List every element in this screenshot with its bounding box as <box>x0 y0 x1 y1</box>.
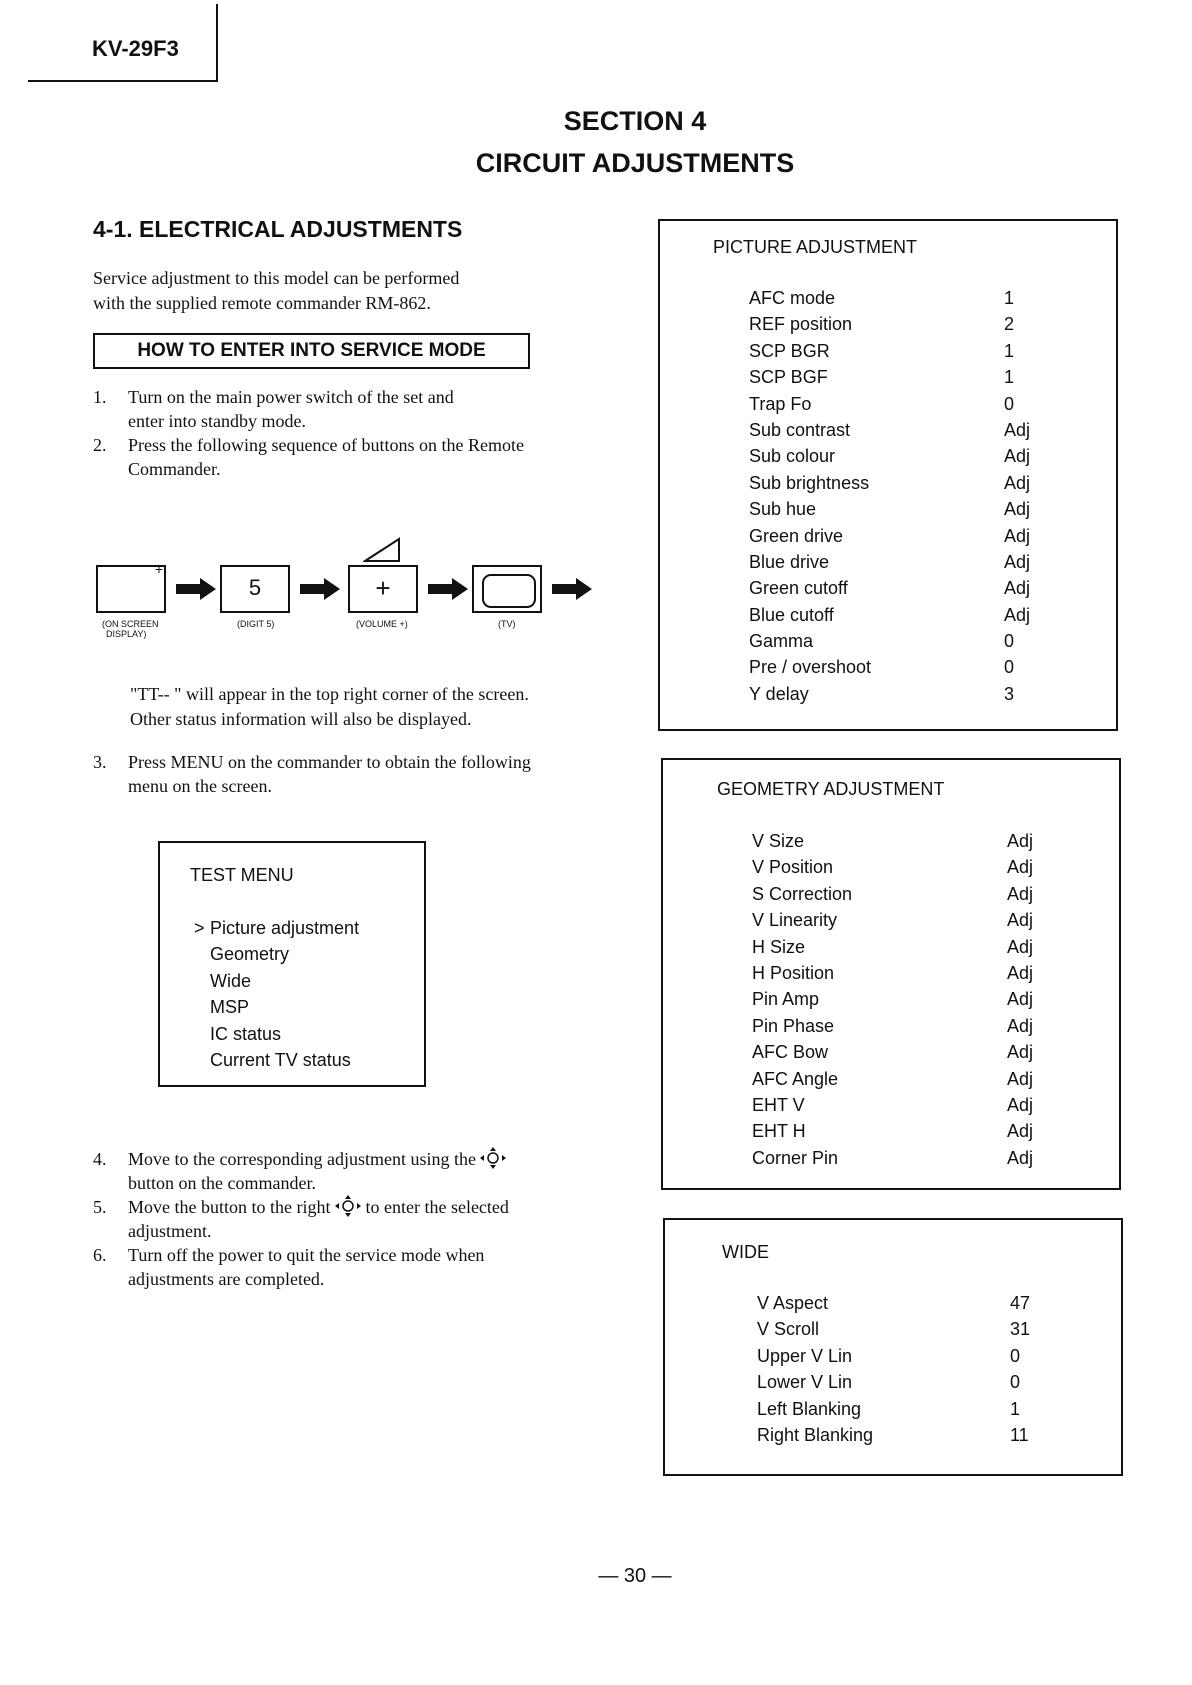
status-note <box>130 682 600 732</box>
intro-line: with the supplied remote commander RM-862. <box>93 293 431 313</box>
adjustment-label: Pin Phase <box>752 1015 835 1036</box>
adjustment-label: Pin Amp <box>752 989 820 1010</box>
adjustment-row <box>757 1319 1057 1345</box>
adjustment-row <box>749 394 1049 420</box>
adjustment-label: Sub contrast <box>749 419 851 440</box>
adjustment-value: Adj <box>1004 419 1031 440</box>
adjustment-row <box>752 1148 1052 1174</box>
adjustment-row <box>749 684 1049 710</box>
step-item <box>93 433 593 481</box>
adjustment-label: EHT V <box>752 1094 805 1115</box>
adjustment-value: Adj <box>1007 1094 1034 1115</box>
adjustment-value: Adj <box>1004 446 1031 467</box>
adjustment-row <box>752 857 1052 883</box>
adjustment-label: V Size <box>752 831 805 851</box>
adjustment-row <box>757 1372 1057 1398</box>
tv-screen-icon <box>482 574 536 608</box>
test-menu-item: IC status <box>210 1023 282 1044</box>
step-item <box>93 1195 593 1243</box>
test-menu-item: Geometry <box>210 944 290 965</box>
adjustment-row <box>749 631 1049 657</box>
adjustment-value: 11 <box>1010 1424 1029 1445</box>
step-number: 4. <box>93 1149 107 1169</box>
step-item <box>93 1147 593 1195</box>
adjustment-row <box>749 526 1049 552</box>
caption-on-screen-display: (ON SCREEN DISPLAY) <box>102 619 159 639</box>
adjustment-value: Adj <box>1007 962 1034 983</box>
step-text: adjustments are completed. <box>128 1269 325 1289</box>
adjustment-label: Blue cutoff <box>749 604 834 625</box>
adjustment-label: Green cutoff <box>749 578 848 599</box>
adjustment-value: 1 <box>1004 367 1015 388</box>
adjustment-value: Adj <box>1007 1015 1034 1036</box>
plus-mark: + <box>154 561 163 577</box>
adjustment-value: Adj <box>1007 936 1034 957</box>
adjustment-value: Adj <box>1007 1068 1034 1089</box>
geometry-adjustment-panel <box>661 758 1121 1190</box>
right-arrow-icon <box>176 578 216 600</box>
adjustment-label: Sub brightness <box>749 472 870 493</box>
adjustment-value: 47 <box>1010 1293 1031 1313</box>
adjustment-label: REF position <box>749 314 853 335</box>
adjustment-value: 1 <box>1010 1398 1021 1419</box>
adjustment-row <box>749 420 1049 446</box>
adjustment-row <box>752 1042 1052 1068</box>
adjustment-label: Sub hue <box>749 499 817 520</box>
adjustment-value: 1 <box>1004 288 1015 308</box>
note-line: "TT-- " will appear in the top right corner of the screen. <box>130 684 529 704</box>
wide-rows <box>757 1293 1057 1451</box>
adjustment-value: 0 <box>1004 631 1015 652</box>
step-text: Turn off the power to quit the service mode when <box>128 1245 485 1265</box>
adjustment-row <box>752 937 1052 963</box>
step-text: Turn on the main power switch of the set and <box>128 387 454 407</box>
adjustment-value: Adj <box>1004 551 1031 572</box>
tv-key <box>472 565 542 613</box>
adjustment-row <box>752 1069 1052 1095</box>
adjustment-row <box>752 1095 1052 1121</box>
adjustment-value: 2 <box>1004 314 1015 335</box>
volume-plus-key: + <box>348 565 418 613</box>
adjustment-row <box>757 1425 1057 1451</box>
geometry-adjustment-rows <box>752 831 1052 1174</box>
step-text: to enter the selected <box>365 1197 509 1217</box>
adjustment-row <box>749 314 1049 340</box>
wide-title: WIDE <box>722 1242 769 1262</box>
adjustment-label: AFC mode <box>749 288 836 308</box>
step-text: Move the button to the right <box>128 1197 331 1217</box>
step-text: Press MENU on the commander to obtain the following <box>128 752 531 772</box>
adjustment-label: Trap Fo <box>749 393 812 414</box>
adjustment-row <box>752 989 1052 1015</box>
adjustment-label: Blue drive <box>749 551 830 572</box>
adjustment-row <box>749 578 1049 604</box>
steps-list-a <box>93 385 593 481</box>
adjustment-row <box>749 367 1049 393</box>
adjustment-label: S Correction <box>752 883 853 904</box>
adjustment-label: H Size <box>752 936 806 957</box>
adjustment-label: Right Blanking <box>757 1424 874 1445</box>
adjustment-row <box>749 499 1049 525</box>
picture-adjustment-title: PICTURE ADJUSTMENT <box>713 237 918 257</box>
test-menu-box <box>158 841 426 1087</box>
adjustment-row <box>752 831 1052 857</box>
right-arrow-icon <box>428 578 468 600</box>
adjustment-value: Adj <box>1007 1042 1034 1063</box>
service-mode-heading: HOW TO ENTER INTO SERVICE MODE <box>93 333 530 369</box>
section-number: SECTION 4 <box>563 106 707 136</box>
intro-paragraph <box>93 266 573 316</box>
adjustment-row <box>757 1293 1057 1319</box>
on-screen-display-key <box>96 561 166 613</box>
step-item <box>93 385 593 433</box>
adjustment-label: AFC Angle <box>752 1068 839 1089</box>
adjustment-label: AFC Bow <box>752 1042 829 1063</box>
adjustment-value: Adj <box>1004 499 1031 520</box>
step-number: 2. <box>93 435 107 455</box>
intro-line: Service adjustment to this model can be performed <box>93 268 460 288</box>
adjustment-label: Pre / overshoot <box>749 657 872 678</box>
step-text: Press the following sequence of buttons on the Remote <box>128 435 524 455</box>
adjustment-label: Gamma <box>749 631 814 652</box>
adjustment-value: Adj <box>1007 1147 1034 1168</box>
test-menu-item: Wide <box>210 970 252 991</box>
adjustment-value: Adj <box>1007 1121 1034 1142</box>
step-text: enter into standby mode. <box>128 411 306 431</box>
volume-icon <box>363 537 403 563</box>
model-tag-underline <box>28 80 218 82</box>
adjustment-value: 0 <box>1010 1345 1021 1366</box>
adjustment-row <box>757 1399 1057 1425</box>
adjustment-row <box>749 341 1049 367</box>
picture-adjustment-rows <box>749 288 1049 710</box>
adjustment-label: Left Blanking <box>757 1398 862 1419</box>
step-text: menu on the screen. <box>128 776 272 796</box>
adjustment-row <box>749 446 1049 472</box>
step-number: 5. <box>93 1197 107 1217</box>
adjustment-value: 0 <box>1004 393 1015 414</box>
adjustment-row <box>749 288 1049 314</box>
model-tag-border <box>216 4 218 82</box>
adjustment-value: Adj <box>1007 989 1034 1010</box>
adjustment-label: SCP BGF <box>749 367 828 388</box>
section-title: CIRCUIT ADJUSTMENTS <box>475 148 795 178</box>
adjustment-row <box>749 605 1049 631</box>
adjustment-row <box>752 963 1052 989</box>
adjustment-value: Adj <box>1007 883 1034 904</box>
caption-digit-5: (DIGIT 5) <box>237 619 275 629</box>
adjustment-label: H Position <box>752 962 835 983</box>
adjustment-row <box>752 1016 1052 1042</box>
right-arrow-icon <box>552 578 592 600</box>
adjustment-label: SCP BGR <box>749 340 830 361</box>
adjustment-row <box>752 910 1052 936</box>
step-text: adjustment. <box>128 1221 212 1241</box>
joystick-icon <box>480 1147 506 1169</box>
adjustment-row <box>752 1121 1052 1147</box>
page-number: — 30 — <box>598 1565 672 1587</box>
adjustment-label: Lower V Lin <box>757 1372 853 1393</box>
adjustment-value: Adj <box>1004 604 1031 625</box>
model-number: KV-29F3 <box>92 36 179 61</box>
adjustment-row <box>749 657 1049 683</box>
test-menu-item: Current TV status <box>210 1050 351 1071</box>
picture-adjustment-panel <box>658 219 1118 731</box>
adjustment-value: Adj <box>1007 831 1034 851</box>
adjustment-value: Adj <box>1004 472 1031 493</box>
steps-list-c <box>93 1147 593 1291</box>
adjustment-label: Upper V Lin <box>757 1345 853 1366</box>
right-arrow-icon <box>300 578 340 600</box>
adjustment-value: 3 <box>1004 683 1015 704</box>
adjustment-value: Adj <box>1004 525 1031 546</box>
adjustment-label: Sub colour <box>749 446 836 467</box>
steps-list-b <box>93 750 593 798</box>
adjustment-row <box>752 884 1052 910</box>
caption-tv: (TV) <box>498 619 516 629</box>
adjustment-label: Y delay <box>749 683 809 704</box>
adjustment-value: 1 <box>1004 340 1015 361</box>
adjustment-label: V Scroll <box>757 1319 820 1340</box>
geometry-adjustment-title: GEOMETRY ADJUSTMENT <box>717 779 945 799</box>
step-text: Commander. <box>128 459 221 479</box>
adjustment-label: EHT H <box>752 1121 806 1142</box>
note-line: Other status information will also be displayed. <box>130 709 472 729</box>
test-menu-list <box>194 915 359 1073</box>
adjustment-value: Adj <box>1007 857 1034 878</box>
adjustment-value: 31 <box>1010 1319 1031 1340</box>
adjustment-value: Adj <box>1007 910 1034 931</box>
adjustment-row <box>749 473 1049 499</box>
step-item <box>93 1243 593 1291</box>
adjustment-value: 0 <box>1004 657 1015 678</box>
step-number: 3. <box>93 752 107 772</box>
test-menu-item: MSP <box>210 997 250 1018</box>
adjustment-label: Corner Pin <box>752 1147 839 1168</box>
step-number: 1. <box>93 387 107 407</box>
adjustment-label: V Position <box>752 857 834 878</box>
adjustment-value: 0 <box>1010 1372 1021 1393</box>
joystick-icon <box>335 1195 361 1217</box>
test-menu-item-selected: > Picture adjustment <box>194 915 359 941</box>
adjustment-label: Green drive <box>749 525 844 546</box>
caption-volume-plus: (VOLUME +) <box>356 619 408 629</box>
step-item <box>93 750 593 798</box>
step-number: 6. <box>93 1245 107 1265</box>
step-text: button on the commander. <box>128 1173 316 1193</box>
test-menu-title: TEST MENU <box>190 865 294 885</box>
step-text: Move to the corresponding adjustment using the <box>128 1149 476 1169</box>
wide-panel <box>663 1218 1123 1476</box>
adjustment-row <box>757 1346 1057 1372</box>
digit-5-key: 5 <box>220 565 290 613</box>
adjustment-label: V Linearity <box>752 910 838 931</box>
adjustment-row <box>749 552 1049 578</box>
adjustment-value: Adj <box>1004 578 1031 599</box>
electrical-adjustments-heading: 4-1. ELECTRICAL ADJUSTMENTS <box>93 216 463 242</box>
adjustment-label: V Aspect <box>757 1293 829 1313</box>
